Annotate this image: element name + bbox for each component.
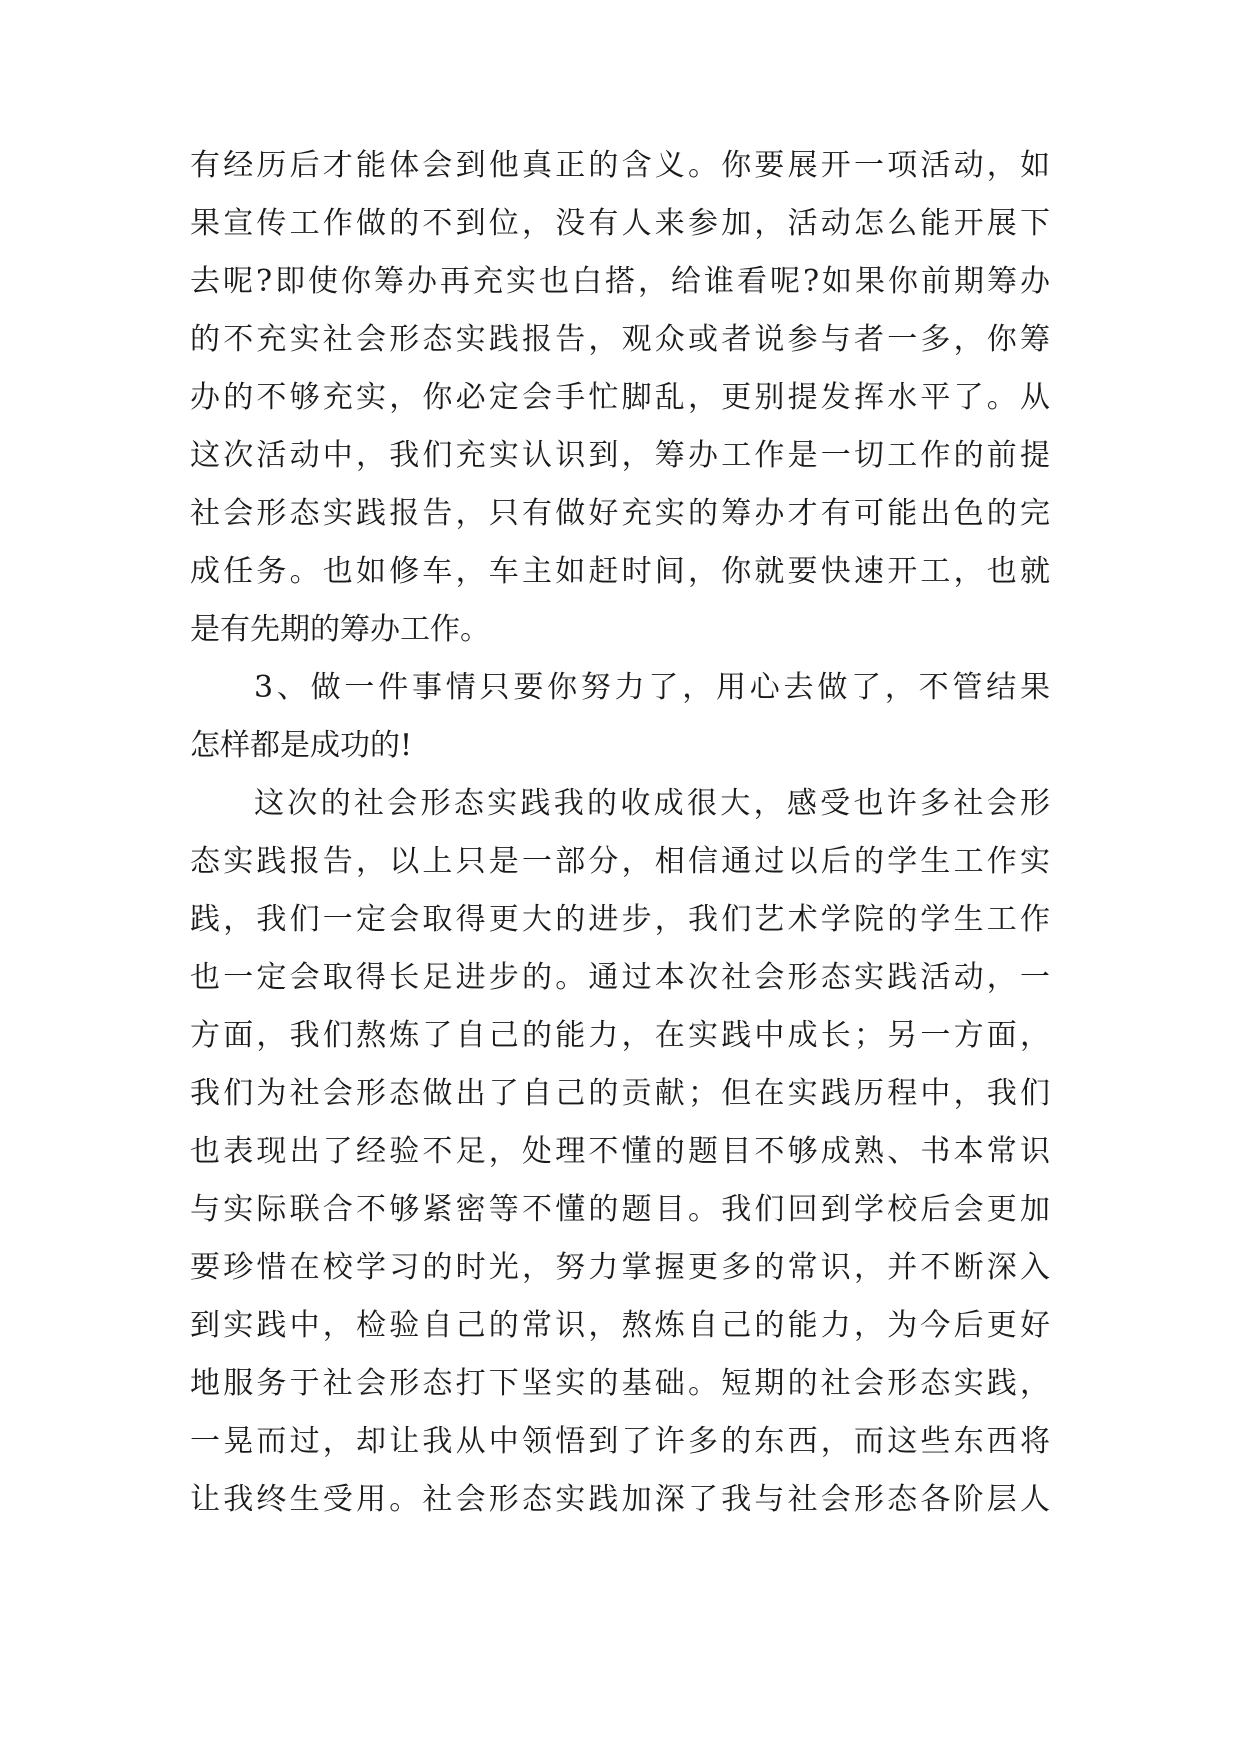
list-item-3-line: 3、做一件事情只要你努力了，用心去做了，不管结果 xyxy=(254,670,1050,705)
text-line: 让我终生受用。社会形态实践加深了我与社会形态各阶层人 xyxy=(190,1482,1050,1517)
text-line: 方面，我们熬炼了自己的能力，在实践中成长；另一方面， xyxy=(190,1018,1050,1053)
paragraph-first-line: 这次的社会形态实践我的收成很大，感受也许多社会形 xyxy=(254,786,1050,821)
text-line: 到实践中，检验自己的常识，熬炼自己的能力，为今后更好 xyxy=(190,1308,1050,1343)
text-line: 地服务于社会形态打下坚实的基础。短期的社会形态实践， xyxy=(190,1366,1050,1401)
text-line: 这次活动中，我们充实认识到，筹办工作是一切工作的前提 xyxy=(190,438,1050,473)
text-line: 也一定会取得长足进步的。通过本次社会形态实践活动，一 xyxy=(190,960,1050,995)
text-line: 社会形态实践报告，只有做好充实的筹办才有可能出色的完 xyxy=(190,496,1050,531)
text-line: 践，我们一定会取得更大的进步，我们艺术学院的学生工作 xyxy=(190,902,1050,937)
text-line: 成任务。也如修车，车主如赶时间，你就要快速开工，也就 xyxy=(190,554,1050,589)
text-line: 要珍惜在校学习的时光，努力掌握更多的常识，并不断深入 xyxy=(190,1250,1050,1285)
text-line: 怎样都是成功的! xyxy=(190,728,413,763)
text-line: 的不充实社会形态实践报告，观众或者说参与者一多，你筹 xyxy=(190,322,1050,357)
text-line: 一晃而过，却让我从中领悟到了许多的东西，而这些东西将 xyxy=(190,1424,1050,1459)
text-line: 是有先期的筹办工作。 xyxy=(190,612,490,647)
text-line: 也表现出了经验不足，处理不懂的题目不够成熟、书本常识 xyxy=(190,1134,1050,1169)
text-line: 我们为社会形态做出了自己的贡献；但在实践历程中，我们 xyxy=(190,1076,1050,1111)
text-line: 与实际联合不够紧密等不懂的题目。我们回到学校后会更加 xyxy=(190,1192,1050,1227)
text-line: 果宣传工作做的不到位，没有人来参加，活动怎么能开展下 xyxy=(190,206,1050,241)
text-line: 有经历后才能体会到他真正的含义。你要展开一项活动，如 xyxy=(190,148,1050,183)
text-line: 去呢?即使你筹办再充实也白搭，给谁看呢?如果你前期筹办 xyxy=(190,264,1050,299)
text-line: 办的不够充实，你必定会手忙脚乱，更别提发挥水平了。从 xyxy=(190,380,1050,415)
text-line: 态实践报告，以上只是一部分，相信通过以后的学生工作实 xyxy=(190,844,1050,879)
